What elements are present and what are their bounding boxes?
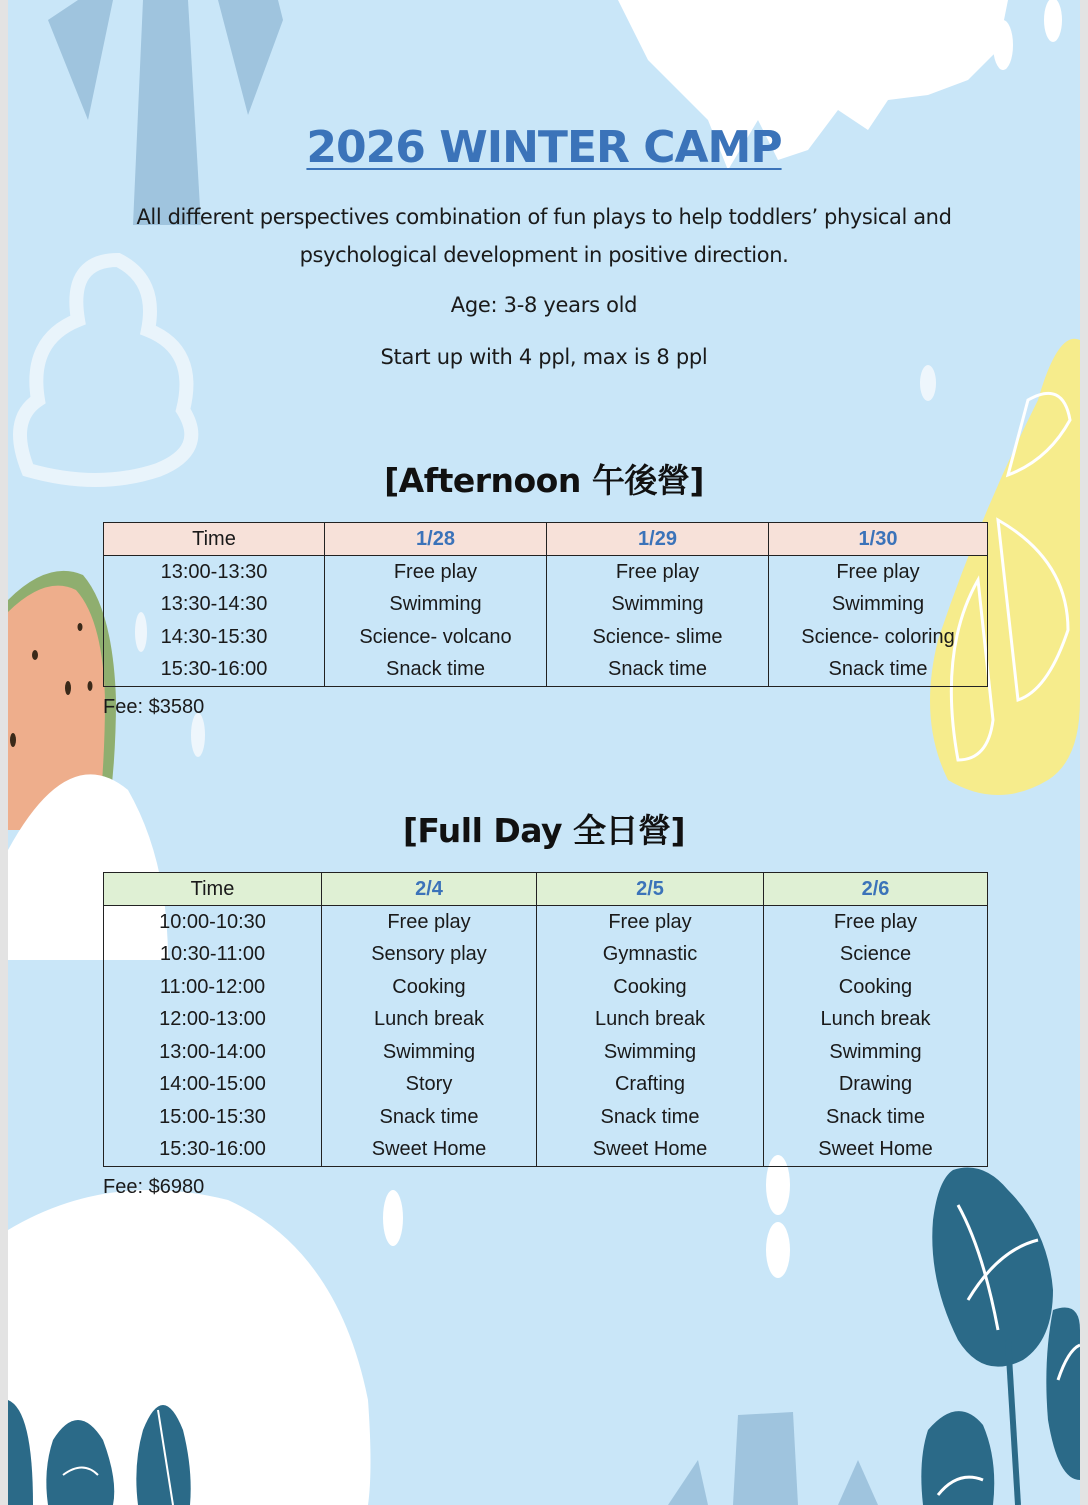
activity-cell: Science bbox=[764, 939, 988, 972]
time-cell: 13:00-13:30 bbox=[104, 556, 325, 589]
time-cell: 15:00-15:30 bbox=[104, 1101, 322, 1134]
activity-cell: Snack time bbox=[764, 1101, 988, 1134]
activity-cell: Science- volcano bbox=[325, 621, 547, 654]
activity-cell: Cooking bbox=[322, 971, 537, 1004]
activity-cell: Snack time bbox=[547, 654, 769, 687]
table-row bbox=[104, 589, 988, 622]
activity-cell: Snack time bbox=[537, 1101, 764, 1134]
activity-cell: Snack time bbox=[322, 1101, 537, 1134]
activity-cell: Science- coloring bbox=[769, 621, 988, 654]
fullday-section-title: [Full Day 全日營] bbox=[402, 811, 686, 850]
description-text: All different perspectives combination of fun plays to help toddlers’ physical and psychological development in positive direction. bbox=[136, 205, 952, 267]
activity-cell: Swimming bbox=[764, 1036, 988, 1069]
activity-cell: Sweet Home bbox=[537, 1134, 764, 1167]
table-row bbox=[104, 906, 988, 939]
activity-cell: Snack time bbox=[325, 654, 547, 687]
table-header-row bbox=[104, 523, 988, 556]
flyer-page bbox=[8, 0, 1080, 1505]
activity-cell: Lunch break bbox=[537, 1004, 764, 1037]
activity-cell: Swimming bbox=[325, 589, 547, 622]
afternoon-fee: Fee: $3580 bbox=[103, 696, 205, 718]
activity-cell: Lunch break bbox=[764, 1004, 988, 1037]
activity-cell: Snack time bbox=[769, 654, 988, 687]
activity-cell: Swimming bbox=[547, 589, 769, 622]
column-header-date: 1/29 bbox=[547, 523, 769, 556]
activity-cell: Crafting bbox=[537, 1069, 764, 1102]
activity-cell: Free play bbox=[537, 906, 764, 939]
activity-cell: Story bbox=[322, 1069, 537, 1102]
activity-cell: Gymnastic bbox=[537, 939, 764, 972]
flyer-content bbox=[8, 0, 1080, 1505]
table-row bbox=[104, 1004, 988, 1037]
table-row bbox=[104, 1069, 988, 1102]
time-cell: 12:00-13:00 bbox=[104, 1004, 322, 1037]
table-row bbox=[104, 971, 988, 1004]
activity-cell: Free play bbox=[325, 556, 547, 589]
time-cell: 14:30-15:30 bbox=[104, 621, 325, 654]
time-cell: 13:00-14:00 bbox=[104, 1036, 322, 1069]
activity-cell: Free play bbox=[769, 556, 988, 589]
capacity-text: Start up with 4 ppl, max is 8 ppl bbox=[380, 345, 708, 369]
table-row bbox=[104, 939, 988, 972]
column-header-date: 2/6 bbox=[764, 873, 988, 906]
column-header-date: 1/30 bbox=[769, 523, 988, 556]
activity-cell: Sweet Home bbox=[322, 1134, 537, 1167]
activity-cell: Sweet Home bbox=[764, 1134, 988, 1167]
column-header-time: Time bbox=[104, 873, 322, 906]
activity-cell: Lunch break bbox=[322, 1004, 537, 1037]
table-row bbox=[104, 1134, 988, 1167]
afternoon-section-title: [Afternoon 午後營] bbox=[384, 461, 704, 500]
activity-cell: Sensory play bbox=[322, 939, 537, 972]
activity-cell: Free play bbox=[322, 906, 537, 939]
time-cell: 10:00-10:30 bbox=[104, 906, 322, 939]
time-cell: 10:30-11:00 bbox=[104, 939, 322, 972]
activity-cell: Free play bbox=[764, 906, 988, 939]
column-header-time: Time bbox=[104, 523, 325, 556]
time-cell: 14:00-15:00 bbox=[104, 1069, 322, 1102]
activity-cell: Swimming bbox=[322, 1036, 537, 1069]
activity-cell: Free play bbox=[547, 556, 769, 589]
fullday-schedule-table bbox=[103, 872, 988, 1167]
activity-cell: Cooking bbox=[764, 971, 988, 1004]
time-cell: 13:30-14:30 bbox=[104, 589, 325, 622]
activity-cell: Drawing bbox=[764, 1069, 988, 1102]
page-title: 2026 WINTER CAMP bbox=[306, 122, 782, 173]
table-row bbox=[104, 621, 988, 654]
table-row bbox=[104, 1036, 988, 1069]
table-row bbox=[104, 556, 988, 589]
activity-cell: Cooking bbox=[537, 971, 764, 1004]
activity-cell: Swimming bbox=[537, 1036, 764, 1069]
column-header-date: 2/4 bbox=[322, 873, 537, 906]
time-cell: 11:00-12:00 bbox=[104, 971, 322, 1004]
column-header-date: 2/5 bbox=[537, 873, 764, 906]
table-row bbox=[104, 1101, 988, 1134]
fullday-fee: Fee: $6980 bbox=[103, 1176, 205, 1198]
time-cell: 15:30-16:00 bbox=[104, 1134, 322, 1167]
time-cell: 15:30-16:00 bbox=[104, 654, 325, 687]
table-header-row bbox=[104, 873, 988, 906]
column-header-date: 1/28 bbox=[325, 523, 547, 556]
activity-cell: Science- slime bbox=[547, 621, 769, 654]
activity-cell: Swimming bbox=[769, 589, 988, 622]
afternoon-schedule-table bbox=[103, 522, 988, 687]
table-row bbox=[104, 654, 988, 687]
age-text: Age: 3-8 years old bbox=[450, 293, 638, 317]
